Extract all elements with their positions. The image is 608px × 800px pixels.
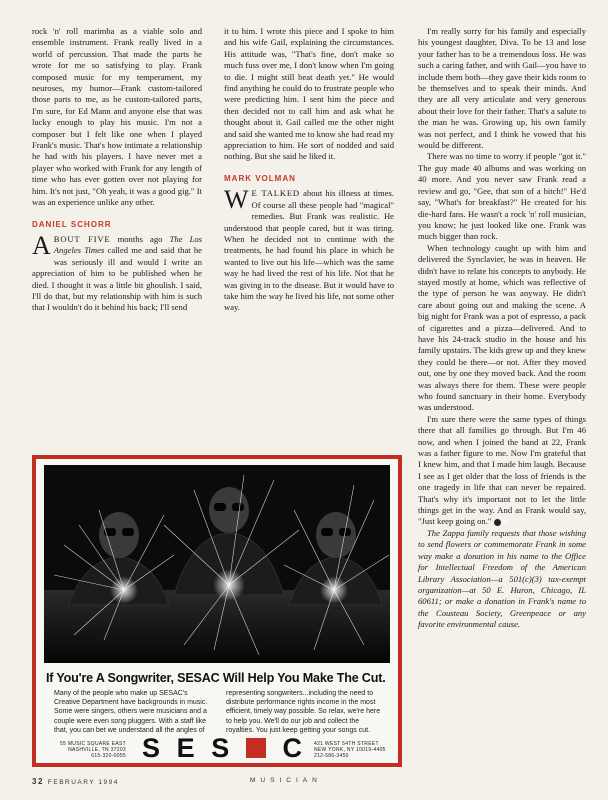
address-line: 212-586-3450 [314, 753, 349, 760]
address-line: NEW YORK, NY 10019-4405 [314, 747, 386, 754]
paragraph: rock 'n' roll marimba as a viable solo and ensemble instrument. Frank really lived in a world of percussion. That made the parts he wrote for me so satisfying to play. Frank composed music for my temperament, my neuroses, my humor—Frank custom-tailored those parts to me, as he custom-tailored parts, I'm sure, for Ed Mann and anyone else that was lucky enough to play his music. I'm not a composer but I felt like one when I played Frank's music. That's how intimate a relationship he had with his players. I have never met a player who worked with Frank for any length of time who has ever gotten over not playing for him. It's not just, "Oh yeah, it was a good gig." It was an experience unlike any other. [32, 26, 202, 208]
paragraph: There was no time to worry if people "got it." The guy made 40 albums and was working on 40 more. And you never saw Frank read a review and go, "Gee, that son of a bitch!" He'd say, "What's for breakfast?" He created for his die-hard fans. He wasn't a rock 'n' roll musician, you know; he just looked like one. Frank was much bigger than rock. [418, 151, 586, 242]
text-run: I'm sure there were the same types of things there that all families go through. But I'm 46 now, and when I joined the band at 22, Frank was a father figure to me. Now I'm grateful that I knew him, and that I made him laugh. Because I see as I get older that the loss of friends is the one tragedy in life that can never be repaired. That's why it's important not to let the little things get in the way. And as Frank would say, "Just keep going on." [418, 413, 586, 527]
text-run: about his illness at times. Of course all these people had "magical" remedies. But Frank was realistic. He understood that people cared, but it was tiring. When he decided not to continue with the treatments, he had found his place in which he wanted to live out his life—which was the same way he had lived the rest of his life. Not that he was giving in to the disease. But it would have to take him the way he lived his life, not some other way. [224, 188, 394, 313]
magazine-name: MUSICIAN [250, 777, 322, 784]
address-line: NASHVILLE, TN 37203 [68, 747, 126, 754]
paragraph: When technology caught up with him and delivered the Synclavier, he was in heaven. He didn't have to relate his concepts to anybody. He stayed mostly at home, which was reflective of the type of person he was anyway. He didn't care about going out and making the scene. A big night for Frank was a pot of espresso, a pack of cigarettes and a pizza—delivered. And to have his 24-track studio in the house and his family upstairs. The kids grew up and they knew they could be there—or not. After they moved out, one by one they moved back. And the room was always there for them. These were people who found sanctuary in their home. Everybody was understood. [418, 242, 586, 413]
publication-title: The Los Angeles Times [53, 233, 203, 256]
page-footer [32, 777, 119, 786]
logo-letter: S [142, 733, 161, 763]
paragraph [32, 230, 203, 314]
column-1 [32, 26, 202, 314]
paragraph: I'm really sorry for his family and especially his youngest daughter, Diva. To be 13 and lose your father has to be a tremendous loss. He was such a caring father, and with Gail—you have to include them both—they gave their kids room to be themselves and to speak their minds. And they are all very articulate and very generous about their love for their father. That's a salute to the man he was. Growing up, his own family was not perfect, and I think he vowed that his would be different. [418, 26, 586, 151]
drop-cap: W [224, 185, 249, 215]
drop-cap: A [32, 230, 51, 260]
column-2 [224, 26, 394, 314]
paragraph [224, 185, 394, 313]
lead-in: BOUT FIVE [53, 233, 111, 244]
lead-in: E TALKED [251, 188, 300, 199]
ad-photo-illustration [44, 465, 390, 663]
paragraph [418, 414, 586, 528]
paragraph: it to him. I wrote this piece and I spoke to him and his wife Gail, explaining the circumstances. His attitude was, "That's fine, don't make so much fuss over me, I don't know when I'm going to die. I might still beat death yet." He would find anything he could do to frustrate people who were predicting him. I sent him the piece and then decided not to call him and ask what he thought about it. Gail called me the other night and said she wanted me to know she had read my appreciation to him. He sort of nodded and said nothing. But she said he liked it. [224, 26, 394, 162]
sesac-advertisement [32, 455, 402, 767]
address-line: 421 WEST 54TH STREET [314, 741, 379, 747]
ad-body-right: representing songwriters...including the need to distribute performance rights income in the most efficient, timely way possible. So relax, we're here to help you. We'll do our job and collect the royalties. You just keep getting your songs cut. [226, 690, 381, 734]
logo-letter: S [211, 733, 230, 763]
ad-body-left: Many of the people who make up SESAC's Creative Department have backgrounds in music. Some were singers, others were musicians and a couple were even song pluggers. With a staff like that, you can bet we understand all the angles of [54, 690, 208, 734]
column-3 [418, 26, 586, 631]
text-run: called me and said that he was seriously ill and would I write an appreciation of him to be published when he died. I thought it was a little bit ghoulish. I said, I'll do that, but my relationship with him is such that I wouldn't do it behind his back; I'll send [32, 245, 202, 313]
byline-daniel-schorr: DANIEL SCHORR [32, 219, 112, 229]
address-line: 615-320-0055 [91, 753, 126, 760]
logo-letter: E [176, 733, 195, 763]
logo-letter: C [282, 733, 302, 763]
ad-headline: If You're A Songwriter, SESAC Will Help You Make The Cut. [46, 671, 386, 685]
address-nashville [56, 741, 126, 760]
logo-red-square [246, 738, 266, 758]
byline-mark-volman: MARK VOLMAN [224, 173, 296, 183]
text-run: months ago [110, 233, 170, 244]
issue-date: FEBRUARY 1994 [47, 779, 119, 786]
sesac-logo [142, 735, 302, 761]
donation-note: The Zappa family requests that those wishing to send flowers or commemorate Frank in some way make a donation in his name to the Office for Intellectual Freedom of the American Library Association—a 501(c)(3) tax-exempt organization—at 50 E. Huron, Chicago, IL 60611; or make a donation in Frank's name to the Cousteau Society, Greenpeace or any favorite environmental cause. [418, 527, 586, 630]
end-mark-icon: M [494, 519, 501, 526]
address-line: 55 MUSIC SQUARE EAST [59, 741, 126, 747]
ad-photo [44, 465, 390, 663]
address-new-york [314, 741, 394, 760]
page-number: 32 [32, 777, 44, 786]
